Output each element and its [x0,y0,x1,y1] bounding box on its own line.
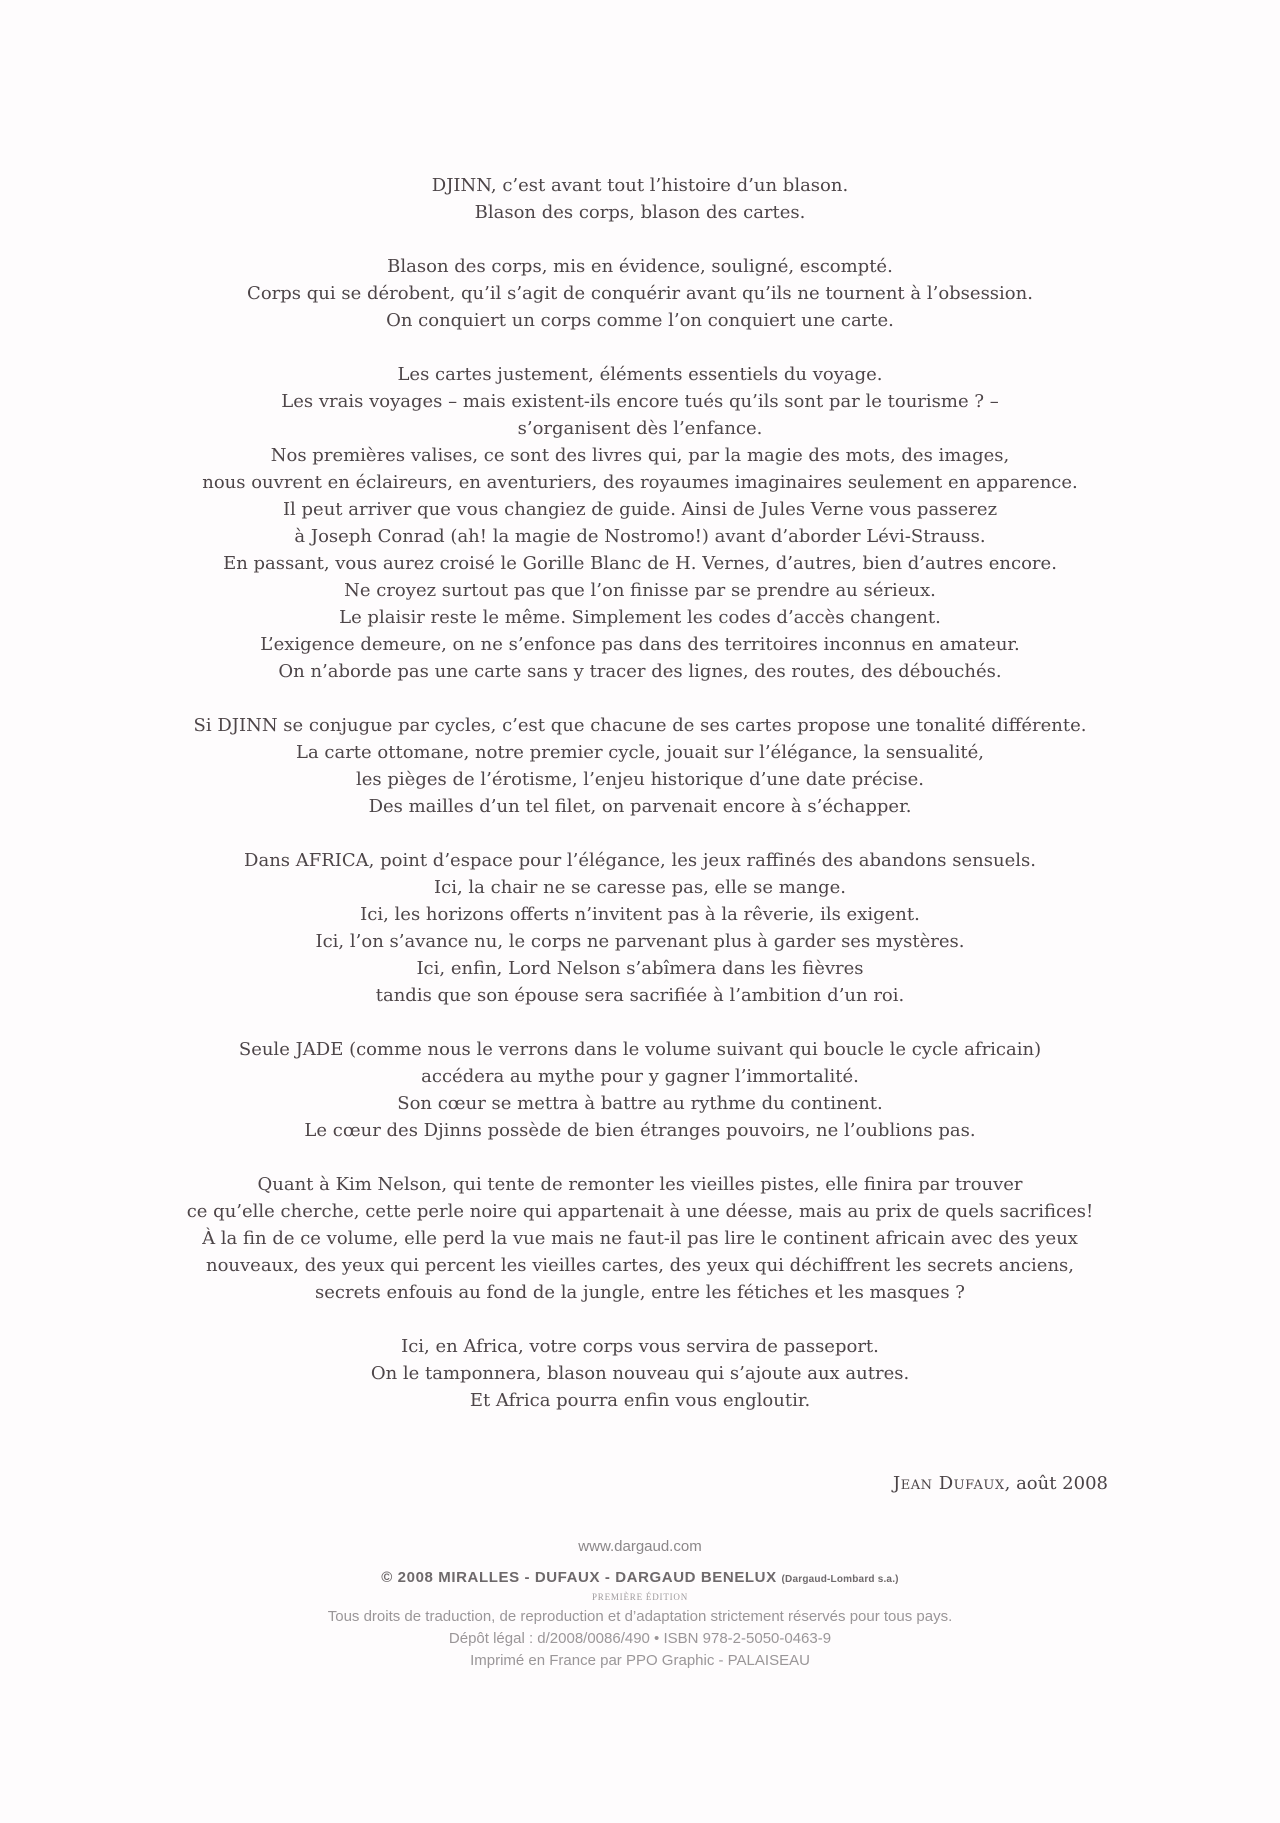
preface-line: Les vrais voyages – mais existent-ils encore tués qu’ils sont par le tourisme ? – [281,391,999,412]
preface-line: Il peut arriver que vous changiez de guide. Ainsi de Jules Verne vous passerez [282,499,998,520]
preface-line: Si DJINN se conjugue par cycles, c’est que chacune de ses cartes propose une tonalité différente. [193,715,1087,736]
preface-line: tandis que son épouse sera sacrifiée à l’ambition d’un roi. [375,985,905,1006]
preface-line: À la fin de ce volume, elle perd la vue mais ne faut-il pas lire le continent africain avec des yeux [202,1228,1078,1249]
preface-line: les pièges de l’érotisme, l’enjeu historique d’une date précise. [356,769,924,790]
preface-line: L’exigence demeure, on ne s’enfonce pas dans des territoires inconnus en amateur. [260,634,1020,655]
author-signature [893,1470,1108,1497]
preface-line: Ne croyez surtout pas que l’on finisse par se prendre au sérieux. [344,580,936,601]
preface-text [0,172,1280,1441]
preface-line: On n’aborde pas une carte sans y tracer des lignes, des routes, des débouchés. [278,661,1002,682]
preface-line: Ici, la chair ne se caresse pas, elle se mange. [434,877,846,898]
author-name: Jean Dufaux [893,1473,1005,1494]
preface-line: à Joseph Conrad (ah! la magie de Nostromo!) avant d’aborder Lévi-Strauss. [294,526,986,547]
preface-paragraph [0,847,1280,1009]
preface-line: On le tamponnera, blason nouveau qui s’ajoute aux autres. [370,1363,910,1384]
preface-line: On conquiert un corps comme l’on conquiert une carte. [386,310,894,331]
preface-paragraph [0,253,1280,334]
colophon [0,1538,1280,1672]
signature-date: , août 2008 [1004,1473,1108,1494]
preface-line: Seule JADE (comme nous le verrons dans le volume suivant qui boucle le cycle africain) [238,1039,1042,1060]
preface-line: La carte ottomane, notre premier cycle, jouait sur l’élégance, la sensualité, [295,742,985,763]
preface-line: En passant, vous aurez croisé le Gorille Blanc de H. Vernes, d’autres, bien d’autres encore. [223,553,1057,574]
preface-line: Ici, enfin, Lord Nelson s’abîmera dans les fièvres [416,958,864,979]
copyright-text: © 2008 MIRALLES - DUFAUX - DARGAUD BENELUX [381,1569,777,1586]
copyright-company: (Dargaud-Lombard s.a.) [781,1574,899,1585]
preface-line: Ici, en Africa, votre corps vous servira de passeport. [401,1336,879,1357]
preface-line: Corps qui se dérobent, qu’il s’agit de conquérir avant qu’ils ne tournent à l’obsession. [247,283,1033,304]
preface-line: s’organisent dès l’enfance. [517,418,763,439]
preface-paragraph [0,1333,1280,1414]
copyright-notice [0,1569,1280,1586]
preface-paragraph [0,1036,1280,1144]
preface-line: Son cœur se mettra à battre au rythme du continent. [397,1093,883,1114]
edition-label: PREMIÈRE ÉDITION [591,1592,689,1602]
preface-line: nous ouvrent en éclaireurs, en aventuriers, des royaumes imaginaires seulement en apparence. [202,472,1078,493]
printer-info: Imprimé en France par PPO Graphic - PALAISEAU [470,1652,810,1669]
preface-line: accédera au mythe pour y gagner l’immortalité. [421,1066,859,1087]
preface-line: Et Africa pourra enfin vous engloutir. [469,1390,811,1411]
preface-line: Ici, l’on s’avance nu, le corps ne parvenant plus à garder ses mystères. [315,931,965,952]
preface-paragraph [0,712,1280,820]
preface-line: Des mailles d’un tel filet, on parvenait encore à s’échapper. [368,796,912,817]
preface-line: Les cartes justement, éléments essentiels du voyage. [397,364,883,385]
preface-line: ce qu’elle cherche, cette perle noire qui appartenait à une déesse, mais au prix de quels sacrifices! [186,1201,1094,1222]
preface-line: Le cœur des Djinns possède de bien étranges pouvoirs, ne l’oublions pas. [304,1120,976,1141]
preface-line: Dans AFRICA, point d’espace pour l’élégance, les jeux raffinés des abandons sensuels. [244,850,1036,871]
preface-line: nouveaux, des yeux qui percent les vieilles cartes, des yeux qui déchiffrent les secrets anciens, [205,1255,1075,1276]
preface-line: Ici, les horizons offerts n’invitent pas à la rêverie, ils exigent. [360,904,920,925]
preface-line: Quant à Kim Nelson, qui tente de remonter les vieilles pistes, elle finira par trouver [257,1174,1023,1195]
preface-line: Blason des corps, mis en évidence, souligné, escompté. [387,256,893,277]
preface-line: DJINN, c’est avant tout l’histoire d’un blason. [431,175,849,196]
preface-paragraph [0,1171,1280,1306]
preface-paragraph [0,172,1280,226]
legal-deposit: Dépôt légal : d/2008/0086/490 • ISBN 978-2-5050-0463-9 [448,1630,832,1647]
preface-line: Nos premières valises, ce sont des livres qui, par la magie des mots, des images, [270,445,1010,466]
preface-line: secrets enfouis au fond de la jungle, entre les fétiches et les masques ? [315,1282,965,1303]
website-url: www.dargaud.com [578,1538,702,1555]
preface-paragraph [0,361,1280,685]
rights-notice: Tous droits de traduction, de reproduction et d’adaptation strictement réservés pour tous pays. [327,1608,953,1625]
preface-line: Le plaisir reste le même. Simplement les codes d’accès changent. [339,607,941,628]
preface-line: Blason des corps, blason des cartes. [474,202,806,223]
